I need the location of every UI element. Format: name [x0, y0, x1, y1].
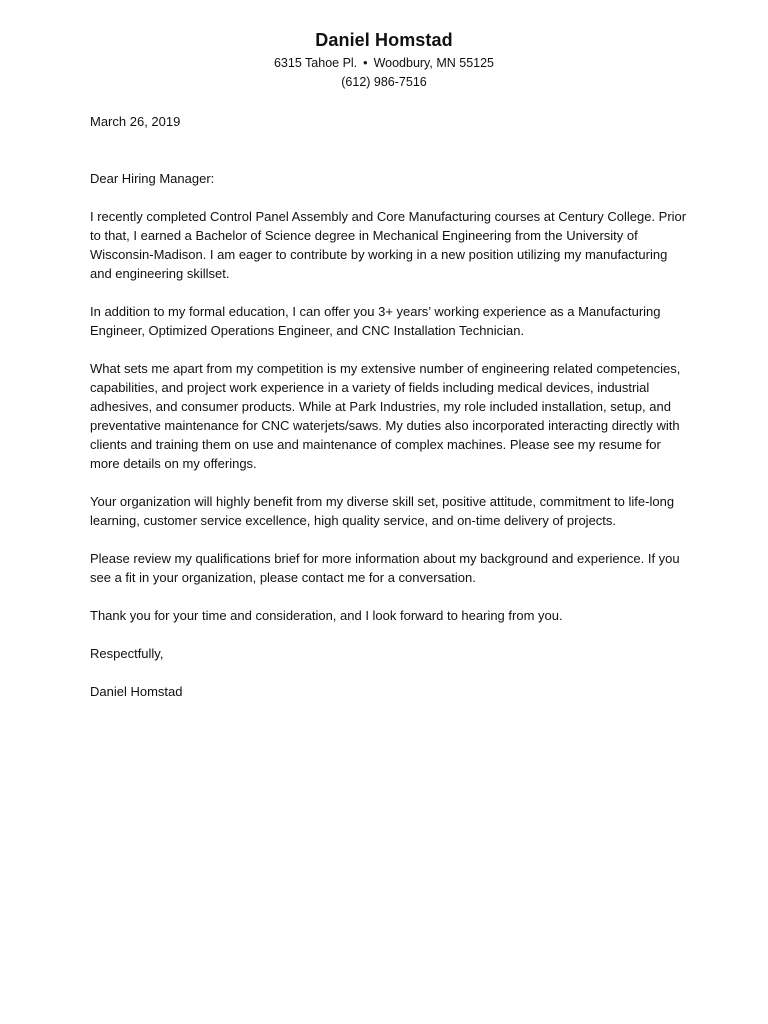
paragraph-3: What sets me apart from my competition is my extensive number of engineering related competencies, capabilities, and project work experience in a variety of fields including medical devices, industrial adhesives, and consumer products. While at Park Industries, my role included installation, setup, and preventative maintenance for CNC waterjets/saws. My duties also incorporated interacting directly with clients and training them on use and maintenance of complex machines. Please see my resume for more details on my offerings.	[90, 361, 681, 471]
paragraph-5: Please review my qualifications brief for more information about my background and experience. If you see a fit in your organization, please contact me for a conversation.	[90, 551, 680, 585]
paragraph-2: In addition to my formal education, I can offer you 3+ years’ working experience as a Manufacturing Engineer, Optimized Operations Engineer, and CNC Installation Technician.	[90, 304, 661, 338]
sender-phone: (612) 986-7516	[341, 75, 427, 89]
paragraph-4: Your organization will highly benefit from my diverse skill set, positive attitude, commitment to life-long learning, customer service excellence, high quality service, and on-time delivery of projects.	[90, 494, 675, 528]
paragraph-6: Thank you for your time and consideration, and I look forward to hearing from you.	[90, 608, 563, 623]
salutation: Dear Hiring Manager:	[90, 171, 215, 186]
address-separator: •	[363, 56, 368, 70]
paragraph-1: I recently completed Control Panel Assembly and Core Manufacturing courses at Century College. Prior to that, I earned a Bachelor of Science degree in Mechanical Engineering from the University of Wisconsin-Madison. I am eager to contribute by working in a new position utilizing my manufacturing and engineering skillset.	[90, 209, 687, 281]
letterhead	[0, 28, 768, 92]
sender-name: Daniel Homstad	[315, 30, 453, 50]
sender-address	[0, 54, 768, 73]
address-city: Woodbury, MN 55125	[373, 56, 494, 70]
closing: Respectfully,	[90, 646, 164, 661]
letter-date: March 26, 2019	[90, 114, 181, 129]
signature: Daniel Homstad	[90, 684, 183, 699]
letter-body	[90, 112, 690, 720]
address-street: 6315 Tahoe Pl.	[273, 56, 358, 70]
